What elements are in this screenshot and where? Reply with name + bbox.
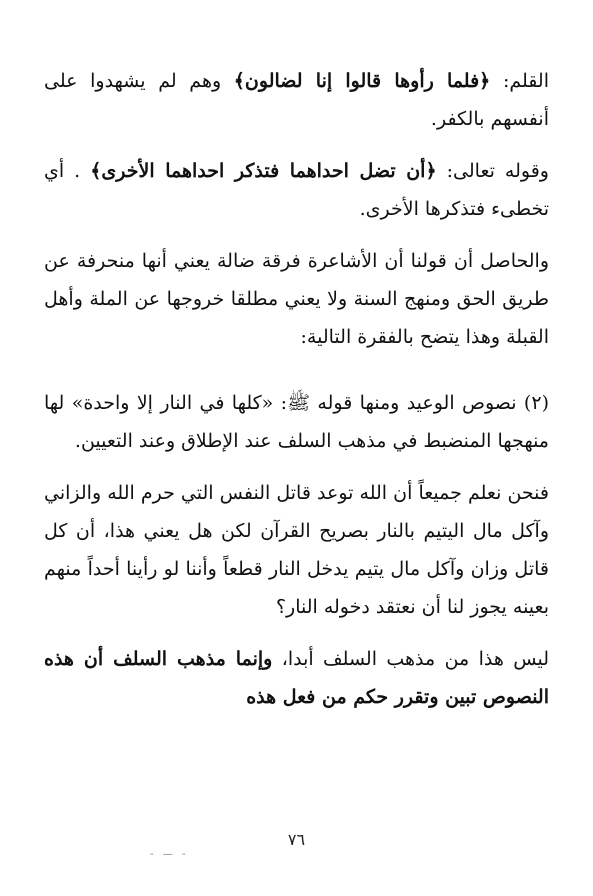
text-run: ليس هذا من مذهب السلف أبدا، <box>272 648 549 670</box>
paragraph-5 <box>44 474 549 626</box>
text-run: القلم: <box>490 70 549 92</box>
page-number: ٧٦ <box>287 830 306 849</box>
page-body <box>44 62 549 716</box>
text-run: فنحن نعلم جميعاً أن الله توعد قاتل النفس التي حرم الله والزاني وآكل مال اليتيم بالنار بصريح القرآن لكن هل يعني هذا، أن كل قاتل وزان وآكل مال يتيم يدخل النار قطعاً وأننا لو رأينا أحداً منهم بعينه يجوز لنا أن نعتقد دخوله النار؟ <box>44 482 549 618</box>
paragraph-2 <box>44 152 549 228</box>
quran-quote: ﴿فلما رأوها قالوا إنا لضالون﴾ <box>233 70 491 92</box>
text-run: والحاصل أن قولنا أن الأشاعرة فرقة ضالة يعني أنها منحرفة عن طريق الحق ومنهج السنة ولا يعني مطلقا خروجها عن الملة وأهل القبلة وهذا يتضح بالفقرة التالية: <box>44 250 549 348</box>
emphasis-run: وإنما مذهب السلف أن هذه النصوص تبين وتقرر حكم من فعل هذه <box>44 648 549 708</box>
paragraph-3 <box>44 242 549 356</box>
text-run: وهم لم يشهدوا على أنفسهم بالكفر. <box>44 70 549 130</box>
paragraph-4 <box>44 384 549 460</box>
text-run: (٢) نصوص الوعيد ومنها قوله ﷺ: «كلها في النار إلا واحدة» لها منهجها المنضبط في مذهب السلف عند الإطلاق وعند التعيين. <box>44 392 549 452</box>
text-run: . أي تخطىء فتذكرها الأخرى. <box>44 160 549 220</box>
paragraph-6 <box>44 640 549 716</box>
quran-quote: ﴿أن تضل احداهما فتذكر احداهما الأخرى﴾ <box>90 160 437 182</box>
print-specks: - — - <box>150 849 189 860</box>
text-run: وقوله تعالى: <box>436 160 549 182</box>
paragraph-1 <box>44 62 549 138</box>
